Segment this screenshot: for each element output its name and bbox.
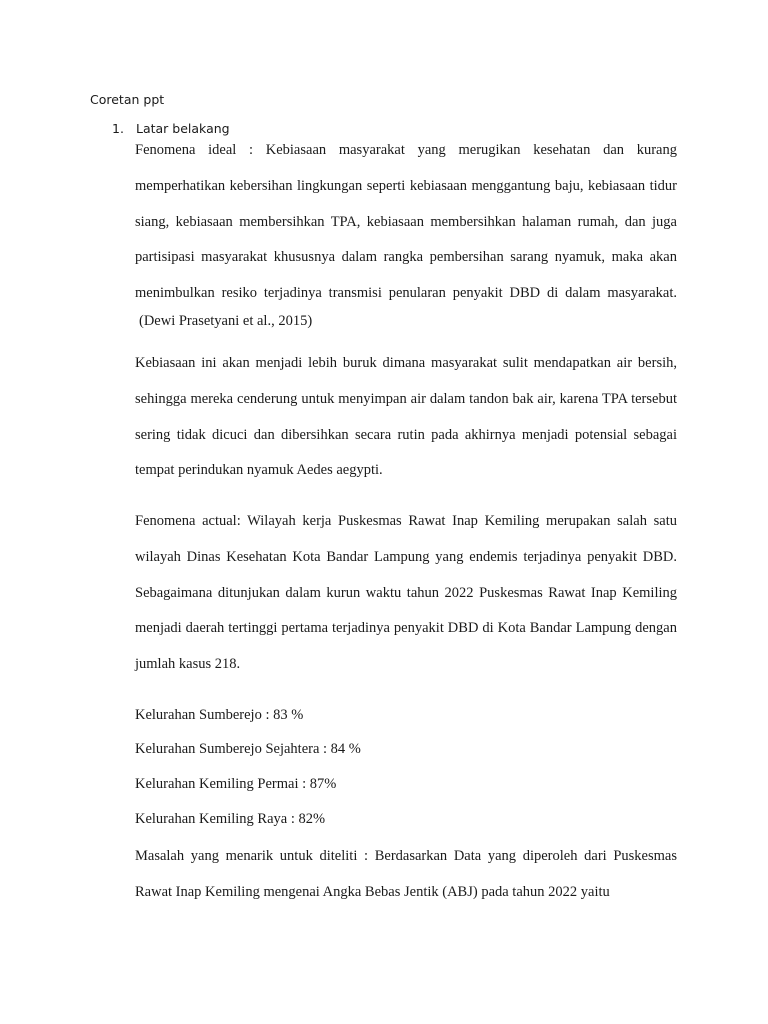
document-title: Coretan ppt	[90, 92, 165, 107]
section-number: 1.	[112, 121, 124, 136]
stat-line: Kelurahan Sumberejo Sejahtera : 84 %	[135, 741, 361, 757]
paragraph-fenomena-actual: Fenomena actual: Wilayah kerja Puskesmas Rawat Inap Kemiling merupakan salah satu wilayah Dinas Kesehatan Kota Bandar Lampung yang endemis terjadinya penyakit DBD. Sebagaimana ditunjukan dalam kurun waktu tahun 2022 Puskesmas Rawat Inap Kemiling menjadi daerah tertinggi pertama terjadinya penyakit DBD di Kota Bandar Lampung dengan jumlah kasus 218.	[135, 513, 677, 673]
stat-line: Kelurahan Sumberejo : 83 %	[135, 707, 304, 723]
paragraph-text: Fenomena ideal : Kebiasaan masyarakat yang merugikan kesehatan dan kurang memperhatikan kebersihan lingkungan seperti kebiasaan menggantung baju, kebiasaan tidur siang, kebiasaan membersihkan TPA, kebiasaan membersihkan halaman rumah, dan juga partisipasi masyarakat khususnya dalam rangka pembersihan sarang nyamuk, maka akan menimbulkan resiko terjadinya transmisi penularan penyakit DBD di dalam masyarakat.	[135, 142, 677, 302]
paragraph-kebiasaan: Kebiasaan ini akan menjadi lebih buruk dimana masyarakat sulit mendapatkan air bersih, sehingga mereka cenderung untuk menyimpan air dalam tandon bak air, karena TPA tersebut sering tidak dicuci dan dibersihkan secara rutin pada akhirnya menjadi potensial sebagai tempat perindukan nyamuk Aedes aegypti.	[135, 355, 677, 479]
section-title: Latar belakang	[136, 121, 230, 136]
paragraph-masalah: Masalah yang menarik untuk diteliti : Berdasarkan Data yang diperoleh dari Puskesmas Rawat Inap Kemiling mengenai Angka Bebas Jentik (ABJ) pada tahun 2022 yaitu	[135, 848, 677, 900]
paragraph-fenomena-ideal	[135, 133, 677, 348]
citation: (Dewi Prasetyani et al., 2015)	[139, 312, 313, 329]
stat-line: Kelurahan Kemiling Permai : 87%	[135, 776, 337, 792]
stat-line: Kelurahan Kemiling Raya : 82%	[135, 811, 326, 827]
